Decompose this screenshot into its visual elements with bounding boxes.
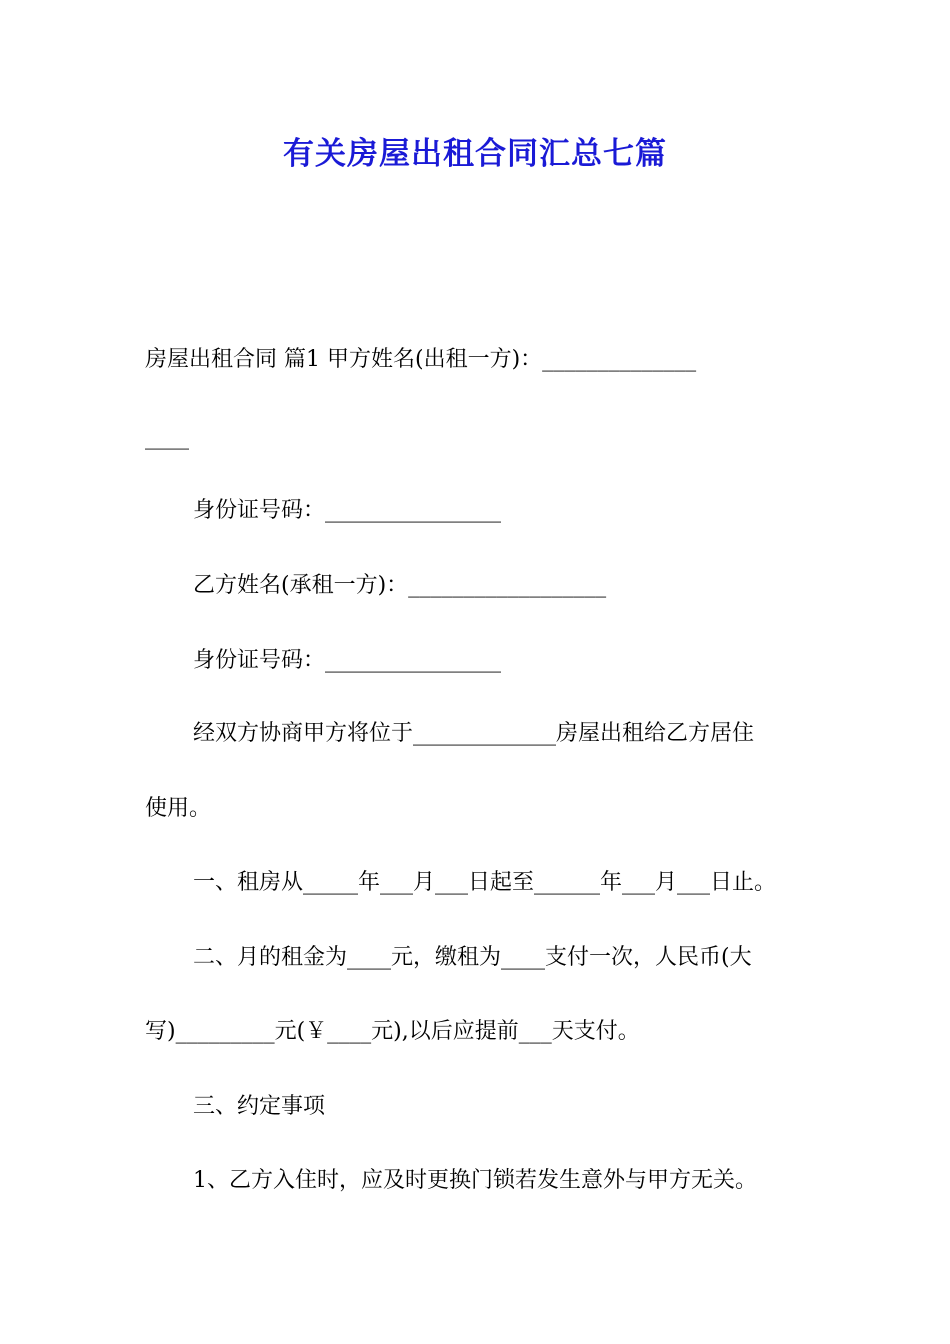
line-party-b-id: 身份证号码：________________: [193, 648, 502, 673]
line-party-b-name: 乙方姓名(承租一方)：__________________: [193, 573, 607, 598]
line-item-one: 1、乙方入住时，应及时更换门锁若发生意外与甲方无关。: [193, 1168, 757, 1193]
line-section-three: 三、约定事项: [193, 1094, 326, 1119]
line-blank-continuation: ____: [145, 425, 189, 450]
line-party-a-id: 身份证号码：________________: [193, 498, 502, 523]
line-rent: 二、月的租金为____元，缴租为____支付一次，人民币(大: [193, 945, 752, 970]
line-agreement: 经双方协商甲方将位于_____________房屋出租给乙方居住: [193, 721, 755, 746]
line-term: 一、租房从_____年___月___日起至______年___月___日止。: [193, 870, 777, 895]
line-rent-cont: 写)_________元(￥____元),以后应提前___天支付。: [145, 1019, 640, 1044]
line-agreement-cont: 使用。: [145, 796, 212, 821]
document-title: 有关房屋出租合同汇总七篇: [283, 136, 667, 172]
line-contract-header: 房屋出租合同 篇1 甲方姓名(出租一方)：______________: [145, 347, 697, 372]
